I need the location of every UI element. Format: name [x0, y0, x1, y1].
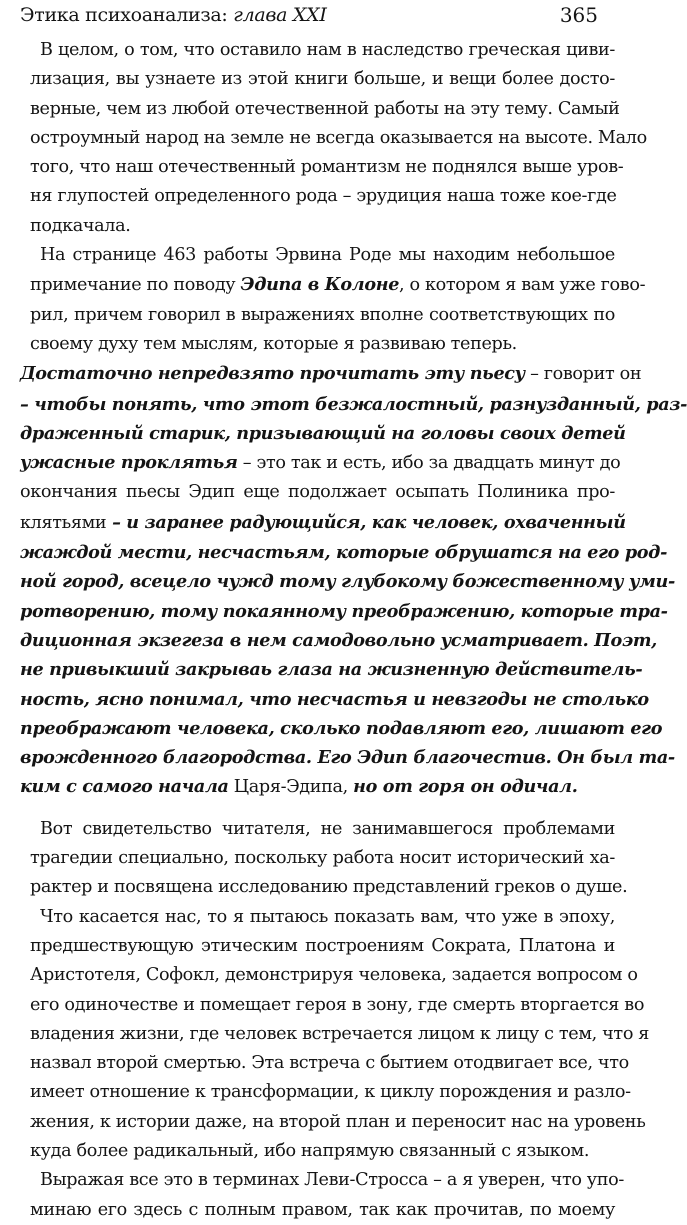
quote-line: окончания пьесы Эдип еще подолжает осыпать Полиника про-: [20, 482, 615, 503]
running-title-chapter: глава XXI: [233, 4, 327, 26]
quote-segment: Достаточно непредвзято прочитать эту пьесу: [20, 363, 525, 385]
quote-line: не привыкший закрываь глаза на жизненную действитель-: [20, 659, 643, 681]
quote-line: [20, 448, 621, 478]
text-line: В целом, о том, что оставило нам в наследство греческая циви-: [40, 40, 615, 60]
page-number: 365: [559, 3, 598, 27]
paragraph-2: [20, 241, 646, 359]
text-segment: – говорит он: [524, 364, 642, 385]
text-line: имеет отношение к трансформации, к циклу порождения и разло-: [30, 1082, 631, 1103]
text-line: того, что наш отечественный романтизм не поднялся выше уров-: [30, 157, 624, 178]
text-line: [20, 270, 646, 300]
quote-segment: но от горя он одичал.: [353, 776, 578, 798]
text-line: На странице 463 работы Эрвина Роде мы находим небольшое: [40, 245, 615, 266]
text-line: трагедии специально, поскольку работа носит исторический ха-: [30, 848, 615, 869]
paragraph-5: [20, 1166, 625, 1225]
body-text: [20, 36, 687, 1225]
quote-segment: – и заранее радующийся, как человек, охваченный: [106, 511, 626, 533]
paragraph-4: [20, 903, 650, 1167]
text-line: его одиночестве и помещает героя в зону, где смерть вторгается во: [30, 994, 645, 1015]
text-line: назвал второй смертью. Эта встреча с бытием отодвигает все, что: [30, 1053, 629, 1074]
page-header: [20, 0, 598, 32]
text-line: владения жизни, где человек встречается лицом к лицу с тем, что я: [30, 1023, 650, 1044]
quote-line: ротворению, тому покаянному преображению, которые тра-: [20, 600, 668, 622]
running-title: [20, 4, 327, 26]
text-line: Вот свидетельство читателя, не занимавшегося проблемами: [40, 818, 615, 839]
quote-line: ной город, всецело чужд тому глубокому божественному уми-: [20, 571, 675, 593]
text-line: Что касается нас, то я пытаюсь показать вам, что уже в эпоху,: [40, 906, 615, 927]
running-title-plain: Этика психоанализа:: [20, 4, 234, 26]
quote-line: жаждой мести, несчастьям, которые обрушатся на его род-: [20, 542, 668, 564]
text-line: рил, причем говорил в выражениях вполне соответствующих по: [30, 304, 615, 325]
text-line: Аристотеля, Софокл, демонстрируя человека, задается вопросом о: [30, 965, 638, 986]
quote-segment: ужасные проклятья: [20, 452, 238, 474]
text-segment: Царя-Эдипа,: [228, 777, 354, 798]
text-line: верные, чем из любой отечественной работы на эту тему. Самый: [30, 98, 620, 119]
text-line: рактер и посвящена исследованию представлений греков о душе.: [30, 877, 628, 898]
text-line: остроумный народ на земле не всегда оказывается на высоте. Мало: [30, 127, 647, 148]
quote-segment: ким с самого начала: [20, 776, 229, 798]
text-line: подкачала.: [30, 215, 131, 236]
text-segment: примечание по поводу: [30, 275, 241, 296]
paragraph-1: [20, 36, 647, 241]
quote-line: ность, ясно понимал, что несчастья и невзгоды не столько: [20, 688, 649, 710]
quote-line: [20, 772, 615, 802]
text-line: предшествующую этическим построениям Сократа, Платона и: [30, 935, 615, 956]
text-line: жения, к истории даже, на второй план и переносит нас на уровень: [30, 1111, 646, 1132]
text-line: ня глупостей определенного рода – эрудиция наша тоже кое-где: [30, 186, 617, 207]
text-line: лизация, вы узнаете из этой книги больше, и вещи более досто-: [30, 69, 615, 90]
quote-line: [20, 508, 626, 538]
quote-line: диционная экзегеза в нем самодовольно усматривает. Поэт,: [20, 629, 657, 651]
paragraph-3: [20, 815, 628, 903]
text-segment: , о котором я вам уже гово-: [399, 275, 646, 296]
quote-line: преображают человека, сколько подавляют его, лишают его: [20, 717, 663, 739]
text-segment: – это так и есть, ибо за двадцать минут до: [237, 453, 621, 474]
text-line: минаю его здесь с полным правом, так как прочитав, по моему: [30, 1199, 615, 1220]
text-line: Выражая все это в терминах Леви-Стросса – а я уверен, что упо-: [40, 1170, 625, 1191]
text-line: своему духу тем мыслям, которые я развиваю теперь.: [30, 333, 517, 354]
text-line: куда более радикальный, ибо напрямую связанный с языком.: [30, 1140, 590, 1161]
quote-line: врожденного благородства. Его Эдип благочестив. Он был та-: [20, 747, 675, 769]
text-segment: клятьями: [20, 512, 107, 533]
quote-line: драженный старик, призывающий на головы своих детей: [20, 422, 626, 444]
quote-line: – чтобы понять, что этот безжалостный, разнузданный, раз-: [20, 393, 687, 415]
work-title: Эдипа в Колоне: [240, 274, 400, 296]
quote-line: [20, 359, 642, 389]
block-quote: [20, 359, 687, 802]
